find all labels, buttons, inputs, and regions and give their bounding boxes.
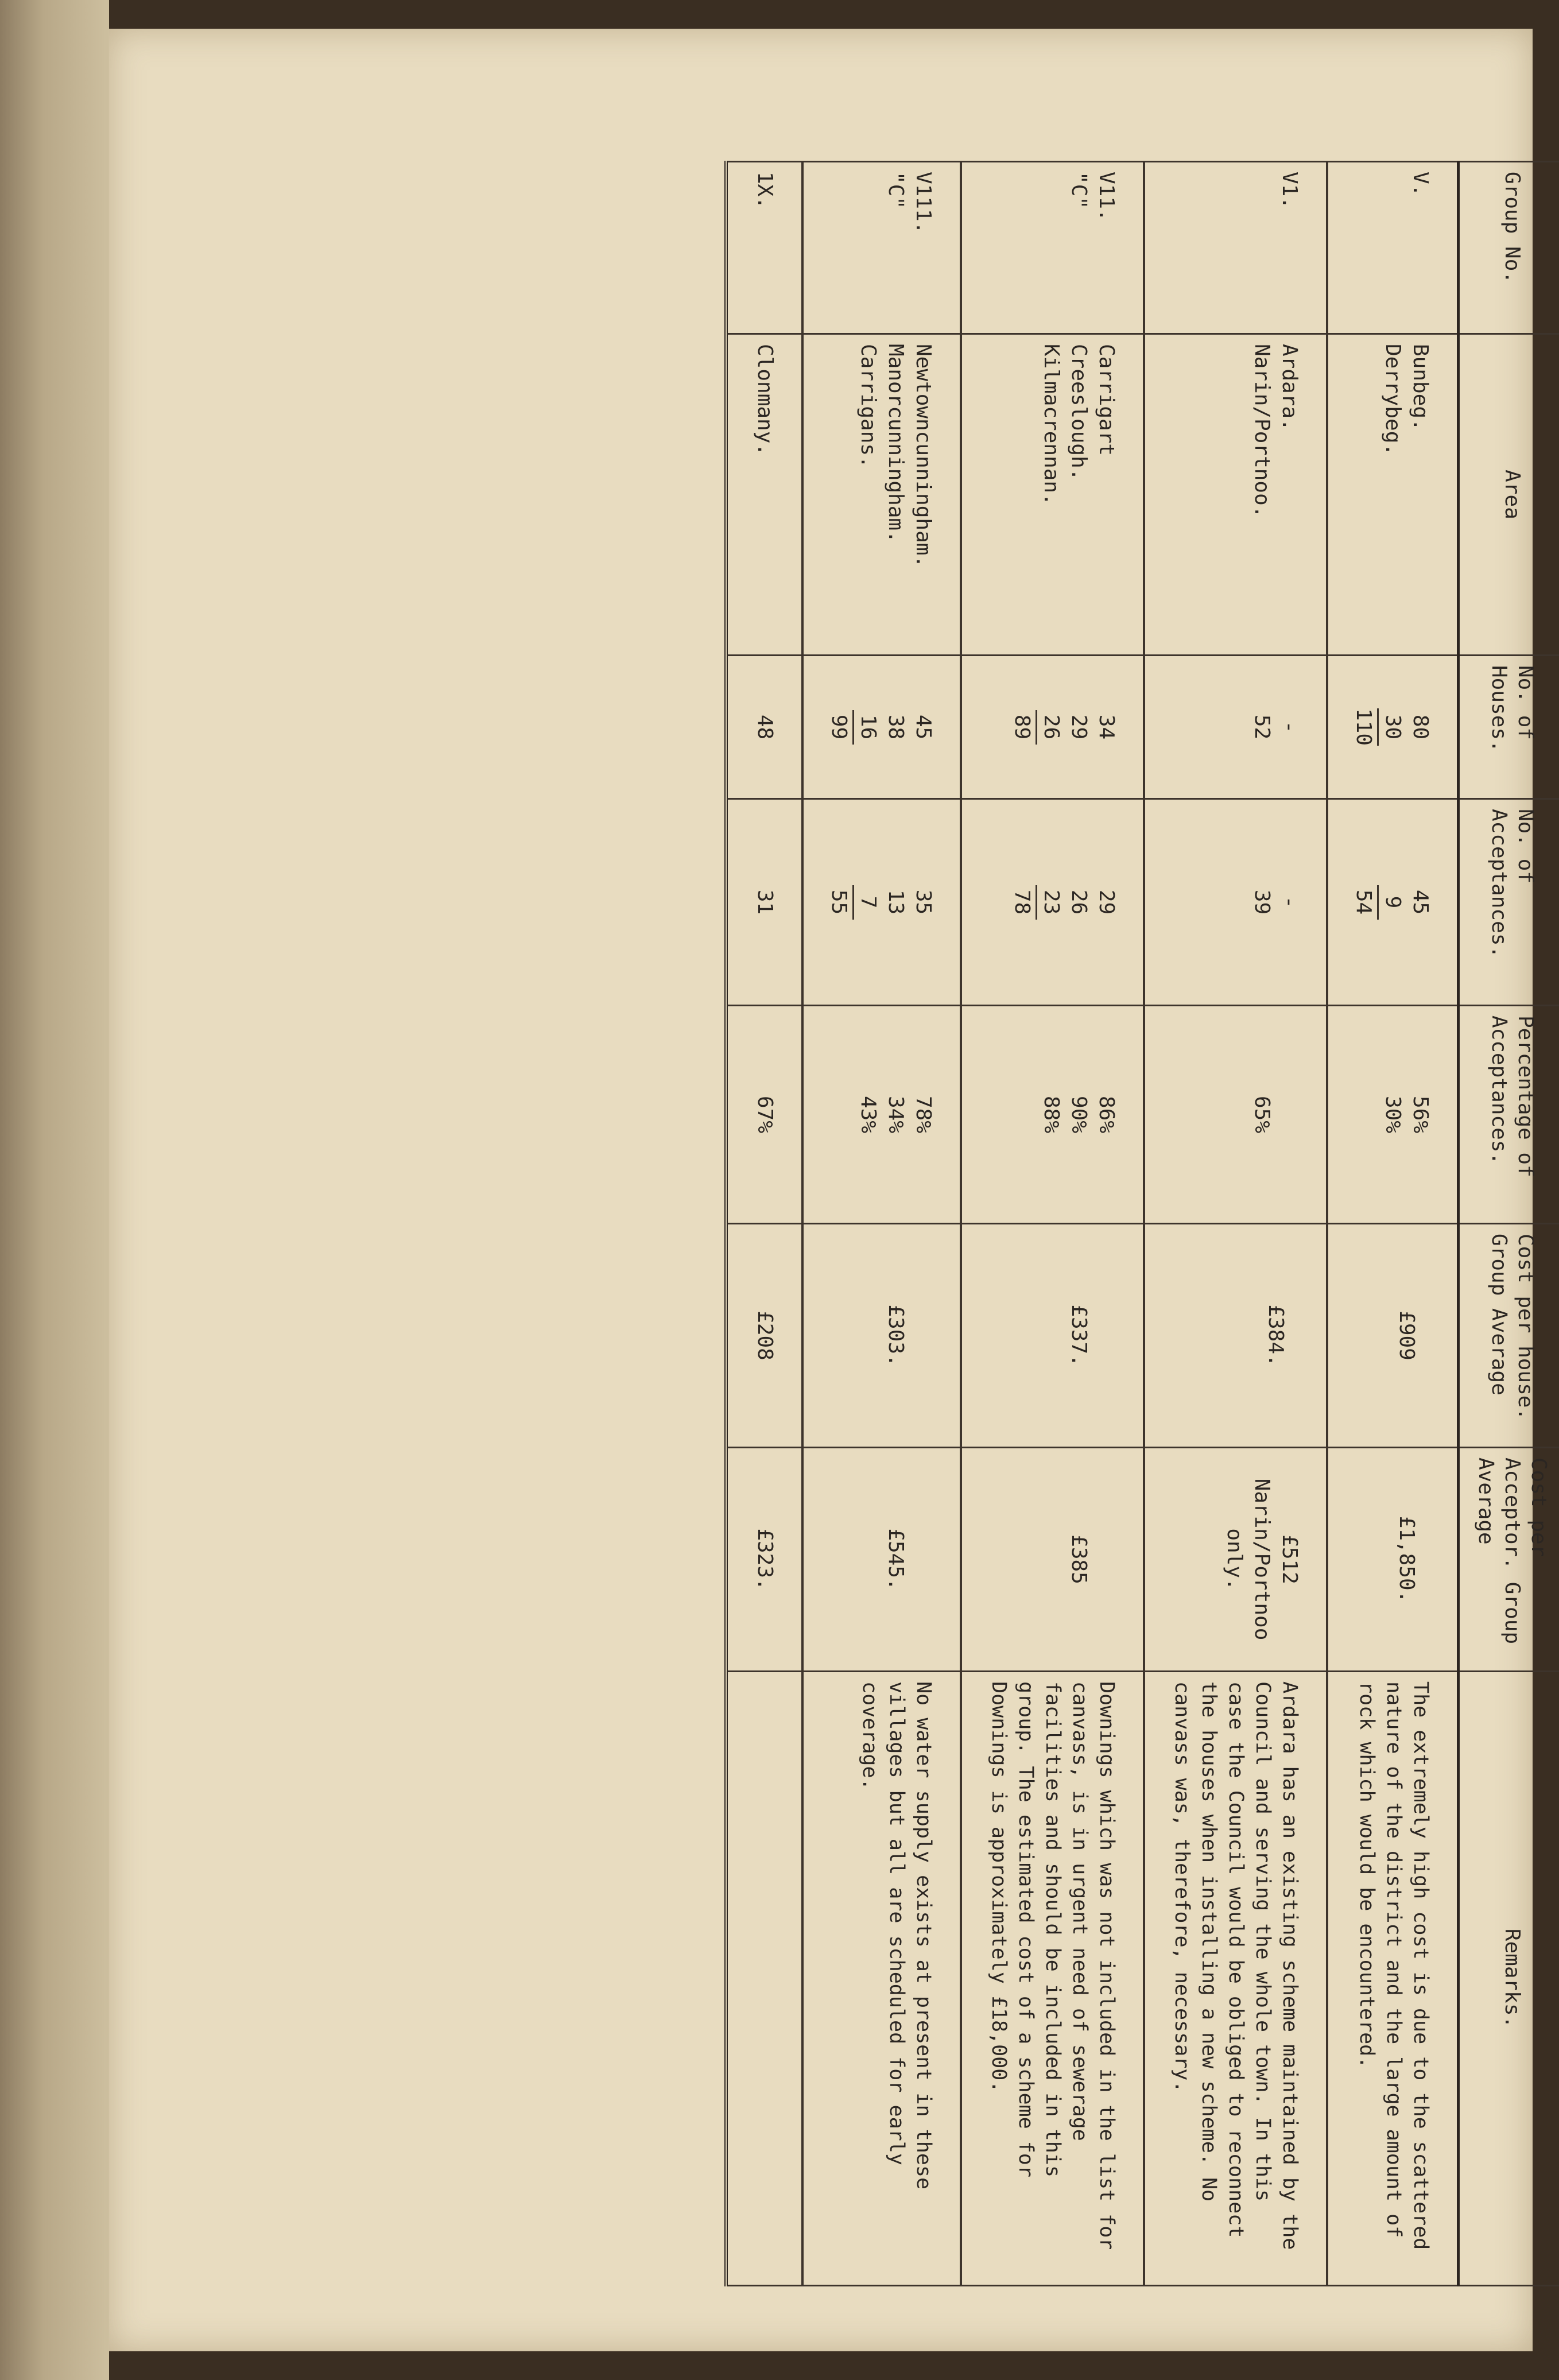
houses-cell [726,656,802,799]
acceptances-value: 23 [1040,889,1063,915]
paper-sheet [109,29,1550,2351]
cost-acceptor-value: £323. [753,1528,777,1591]
percentage-cell [726,1006,802,1224]
cost-acceptor-cell [1144,1448,1327,1672]
houses-cell [961,656,1144,799]
acceptances-value: 13 [884,889,908,915]
area-name: Clonmany. [753,344,777,456]
houses-value: 45 [912,714,935,740]
table-row [961,162,1144,2286]
acceptances-value: 29 [1095,889,1118,915]
cost-acceptor-value: £385 [1067,1534,1091,1584]
acceptances-value: 45 [1409,889,1432,915]
houses-cell [1327,656,1459,799]
cost-acceptor-value: £1,850. [1395,1515,1418,1603]
table-row [726,162,802,2286]
percentage-value: 43% [856,1095,880,1134]
houses-total: 89 [1008,710,1037,745]
header-percentage: Percentage of Acceptances. [1459,1006,1559,1224]
header-remarks: Remarks. [1459,1672,1559,2286]
area-name: Ardara. [1278,344,1301,431]
percentage-value: 65% [1250,1095,1274,1134]
percentage-value: 67% [753,1095,777,1134]
group-number: V1. [1278,172,1301,210]
group-number: V11. [1095,172,1118,222]
group-number-cell [961,162,1144,334]
houses-value: 30 [1381,714,1405,740]
group-number-cell [1327,162,1459,334]
area-cell [802,334,961,656]
table-row [802,162,961,2286]
cost-acceptor-note: Narin/Portnoo only. [1223,1478,1274,1641]
area-name: Manorcunningham. [884,344,908,543]
group-number-cell [802,162,961,334]
area-cell [961,334,1144,656]
houses-value: 38 [884,714,908,740]
percentage-value: 30% [1381,1095,1405,1134]
houses-value: 52 [1250,714,1274,740]
cost-house-cell [726,1224,802,1448]
houses-value: 26 [1040,714,1063,740]
area-name: Carrigart [1095,344,1118,456]
header-houses: No. of Houses. [1459,656,1559,799]
cost-house-cell [1327,1224,1459,1448]
acceptances-value: 39 [1250,889,1274,915]
table-row [1327,162,1459,2286]
cost-house-value: £208 [753,1311,777,1360]
cost-house-cell [1144,1224,1327,1448]
area-name: Bunbeg. [1409,344,1432,431]
acceptances-value: 7 [856,896,880,909]
binding-edge [0,0,109,2380]
sewerage-cost-table [724,161,1559,2286]
area-cell [726,334,802,656]
percentage-value: 34% [884,1095,908,1134]
acceptances-total: 54 [1349,885,1379,920]
acceptances-total: 78 [1008,885,1037,920]
acceptances-value: - [1278,896,1301,909]
area-name: Newtowncunningham. [912,344,935,568]
houses-value: 80 [1409,714,1432,740]
houses-total: 99 [825,710,854,745]
group-number-cell [1144,162,1327,334]
percentage-value: 86% [1095,1095,1118,1134]
houses-value: 16 [856,714,880,740]
cost-house-value: £303. [884,1304,908,1367]
cost-acceptor-value: £545. [884,1528,908,1591]
header-acceptances: No. of Acceptances. [1459,799,1559,1006]
acceptances-value: 31 [753,889,777,915]
cost-house-cell [961,1224,1144,1448]
group-sub-label: "C" [1067,172,1091,210]
houses-value: 34 [1095,714,1118,740]
group-number-cell [726,162,802,334]
header-group-no: Group No. [1459,162,1559,334]
acceptances-value: 9 [1381,896,1405,909]
header-row [1459,162,1559,2286]
area-name: Creeslough. [1067,344,1091,481]
remarks-cell: Ardara has an existing scheme maintained by the Council and serving the whole town. In this case the Council would be obliged to reconnect the houses when installing a new scheme. No canvass was, therefore, necessary. [1144,1672,1327,2286]
percentage-cell [1144,1006,1327,1224]
percentage-value: 78% [912,1095,935,1134]
cost-house-value: £384. [1264,1304,1287,1367]
acceptances-cell [726,799,802,1006]
cost-acceptor-cell [1327,1448,1459,1672]
table-row [1144,162,1327,2286]
area-name: Narin/Portnoo. [1250,344,1274,518]
area-cell [1327,334,1459,656]
acceptances-value: 26 [1067,889,1091,915]
remarks-cell: Downings which was not included in the list for canvass, is in urgent need of sewerage facilities and should be included in this group. The estimated cost of a scheme for Downings is approximately £18,000. [961,1672,1144,2286]
header-area: Area [1459,334,1559,656]
area-name: Carrigans. [856,344,880,468]
percentage-value [1275,1015,1303,1214]
houses-value: 48 [753,714,777,740]
percentage-cell [802,1006,961,1224]
cost-house-value: £337. [1067,1304,1091,1367]
acceptances-cell [1144,799,1327,1006]
acceptances-cell [802,799,961,1006]
rotated-table-container [362,161,1559,2285]
group-number: V111. [912,172,935,234]
acceptances-value: 35 [912,889,935,915]
percentage-value: 90% [1067,1095,1091,1134]
area-name: Derrybeg. [1381,344,1405,456]
cost-acceptor-cell [961,1448,1144,1672]
houses-total: 110 [1349,708,1379,746]
acceptances-total: 55 [825,885,854,920]
group-number: V. [1409,172,1432,197]
cost-acceptor-value: £512 [1278,1534,1301,1584]
houses-cell [1144,656,1327,799]
header-cost-per-house: Cost per house. Group Average [1459,1224,1559,1448]
remarks-cell: The extremely high cost is due to the scattered nature of the district and the large amount of rock which would be encountered. [1327,1672,1459,2286]
cost-acceptor-cell [726,1448,802,1672]
area-cell [1144,334,1327,656]
header-cost-per-acceptor: Cost per Acceptor. Group Average [1459,1448,1559,1672]
percentage-value: 56% [1409,1095,1432,1134]
group-number: 1X. [753,172,777,210]
area-name: Kilmacrennan. [1040,344,1063,506]
percentage-value: 88% [1040,1095,1063,1134]
houses-cell [802,656,961,799]
remarks-cell: No water supply exists at present in these villages but all are scheduled for early coverage. [802,1672,961,2286]
acceptances-cell [1327,799,1459,1006]
cost-house-cell [802,1224,961,1448]
percentage-cell [1327,1006,1459,1224]
cost-house-value: £909 [1395,1311,1418,1360]
acceptances-cell [961,799,1144,1006]
percentage-cell [961,1006,1144,1224]
remarks-cell [726,1672,802,2286]
cost-acceptor-cell [802,1448,961,1672]
houses-value: - [1278,720,1301,734]
houses-value: 29 [1067,714,1091,740]
group-sub-label: "C" [884,172,908,210]
